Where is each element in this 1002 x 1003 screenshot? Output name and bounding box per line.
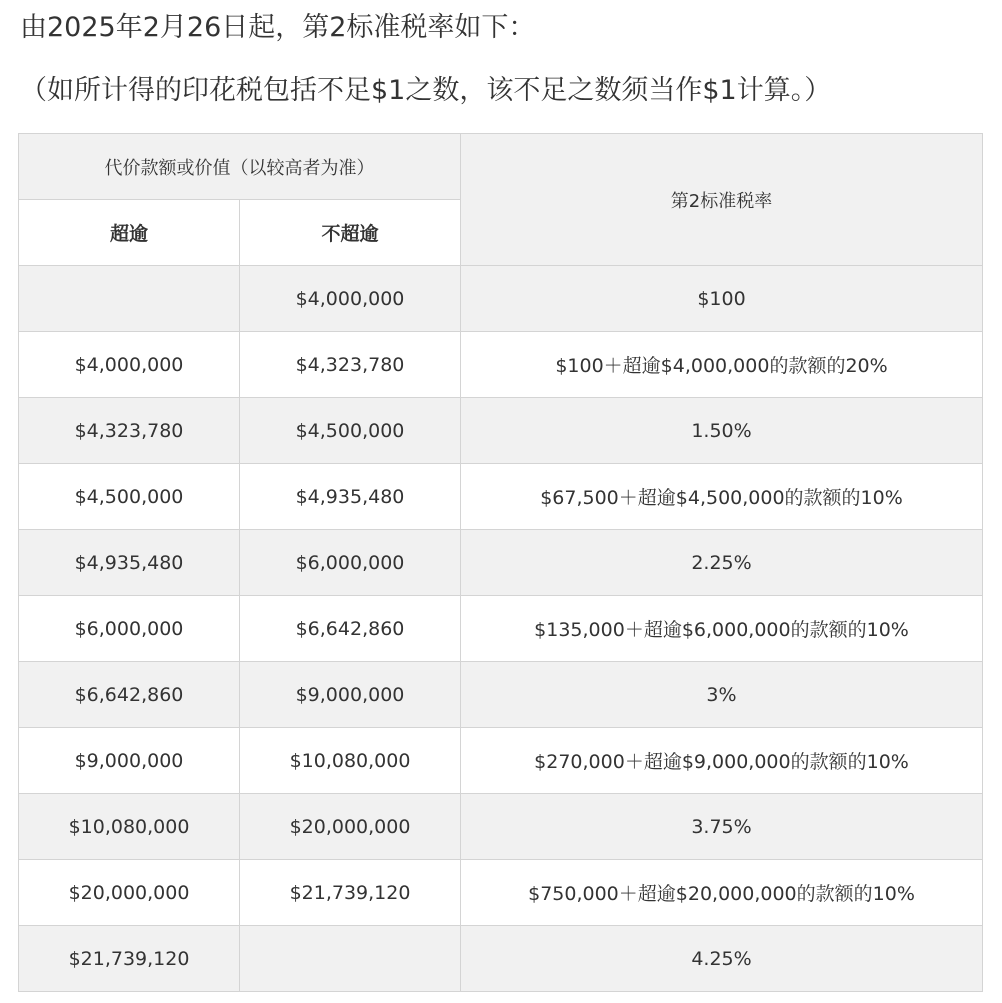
cell-exceeds [19,266,240,332]
header-does-not-exceed: 不超逾 [240,200,461,266]
cell-does-not-exceed: $10,080,000 [240,728,461,794]
cell-exceeds: $4,000,000 [19,332,240,398]
cell-rate: $67,500＋超逾$4,500,000的款额的10% [461,464,983,530]
cell-does-not-exceed: $4,000,000 [240,266,461,332]
cell-does-not-exceed: $20,000,000 [240,794,461,860]
intro-line-rounding-note: （如所计得的印花税包括不足$1之数，该不足之数须当作$1计算。） [20,75,832,106]
cell-exceeds: $10,080,000 [19,794,240,860]
table-row [19,596,983,662]
cell-does-not-exceed [240,926,461,992]
table-row [19,398,983,464]
header-row-top [19,134,983,200]
header-exceeds: 超逾 [19,200,240,266]
table-row [19,860,983,926]
cell-exceeds: $4,500,000 [19,464,240,530]
table-row [19,266,983,332]
stamp-duty-rate-table [18,133,983,992]
cell-exceeds: $6,000,000 [19,596,240,662]
cell-rate: $100＋超逾$4,000,000的款额的20% [461,332,983,398]
table-row [19,332,983,398]
intro-line-effective-date: 由2025年2月26日起，第2标准税率如下： [20,12,536,43]
cell-does-not-exceed: $4,323,780 [240,332,461,398]
cell-does-not-exceed: $4,500,000 [240,398,461,464]
table-row [19,728,983,794]
cell-rate: $135,000＋超逾$6,000,000的款额的10% [461,596,983,662]
cell-does-not-exceed: $21,739,120 [240,860,461,926]
cell-does-not-exceed: $6,000,000 [240,530,461,596]
cell-does-not-exceed: $6,642,860 [240,596,461,662]
table-row [19,926,983,992]
cell-rate: 4.25% [461,926,983,992]
table-row [19,662,983,728]
cell-rate: 3% [461,662,983,728]
cell-does-not-exceed: $9,000,000 [240,662,461,728]
cell-rate: $270,000＋超逾$9,000,000的款额的10% [461,728,983,794]
cell-exceeds: $6,642,860 [19,662,240,728]
cell-exceeds: $20,000,000 [19,860,240,926]
cell-rate: 1.50% [461,398,983,464]
cell-rate: 3.75% [461,794,983,860]
cell-exceeds: $9,000,000 [19,728,240,794]
header-consideration-or-value: 代价款额或价值（以较高者为准） [19,134,461,200]
header-scale-2-rate: 第2标准税率 [461,134,983,266]
cell-does-not-exceed: $4,935,480 [240,464,461,530]
cell-exceeds: $4,935,480 [19,530,240,596]
table-row [19,530,983,596]
cell-rate: $100 [461,266,983,332]
cell-exceeds: $21,739,120 [19,926,240,992]
cell-exceeds: $4,323,780 [19,398,240,464]
cell-rate: $750,000＋超逾$20,000,000的款额的10% [461,860,983,926]
table-row [19,464,983,530]
table-header [19,134,983,266]
table-body [19,266,983,992]
cell-rate: 2.25% [461,530,983,596]
table-row [19,794,983,860]
